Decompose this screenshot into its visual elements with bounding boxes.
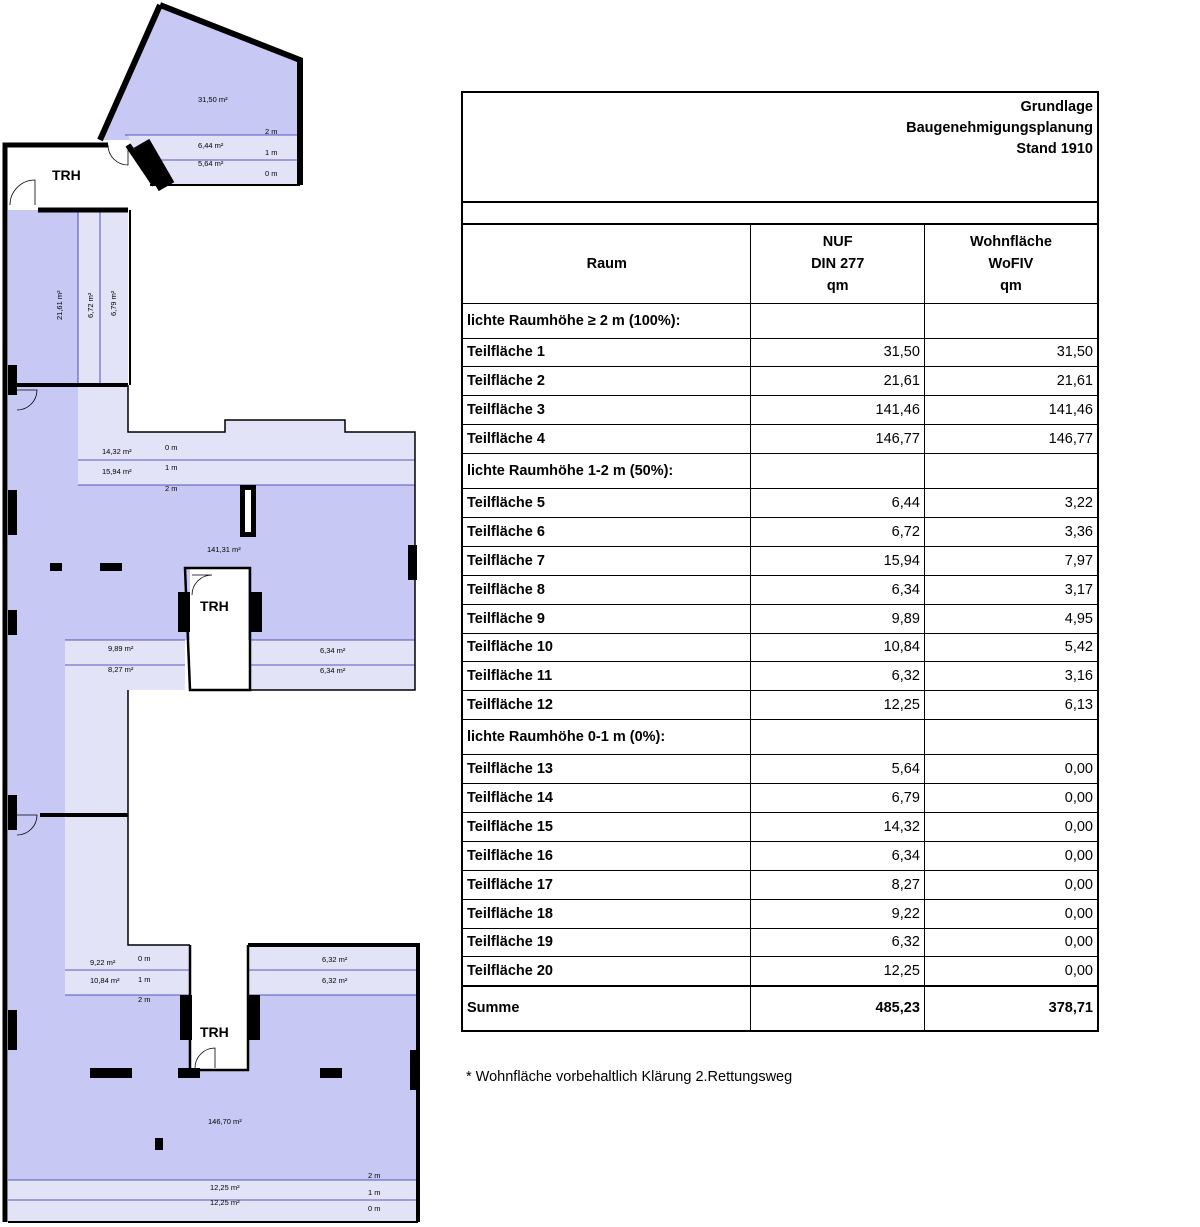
section-row — [462, 720, 1098, 755]
row-wohn: 21,61 — [924, 367, 1098, 396]
table-row — [462, 546, 1098, 575]
row-wohn: 0,00 — [924, 841, 1098, 870]
area-label: 14,32 m² — [102, 447, 132, 456]
footnote: * Wohnfläche vorbehaltlich Klärung 2.Rettungsweg — [466, 1069, 793, 1085]
table-row — [462, 870, 1098, 899]
row-name: Teilfläche 1 — [462, 338, 751, 367]
area-label: 21,61 m² — [55, 290, 64, 320]
row-nuf: 6,44 — [751, 489, 924, 518]
height-label: 1 m — [165, 463, 178, 472]
row-wohn: 5,42 — [924, 633, 1098, 662]
table-row — [462, 691, 1098, 720]
table-row — [462, 338, 1098, 367]
row-wohn: 3,17 — [924, 575, 1098, 604]
row-wohn: 141,46 — [924, 396, 1098, 425]
row-name: Teilfläche 12 — [462, 691, 751, 720]
row-wohn: 6,13 — [924, 691, 1098, 720]
header-nuf: NUF DIN 277 qm — [751, 224, 924, 303]
height-label: 2 m — [368, 1171, 381, 1180]
row-name: Teilfläche 5 — [462, 489, 751, 518]
row-name: Teilfläche 8 — [462, 575, 751, 604]
height-label: 2 m — [165, 484, 178, 493]
area-label: 8,27 m² — [108, 665, 134, 674]
row-name: Teilfläche 16 — [462, 841, 751, 870]
row-name: Teilfläche 10 — [462, 633, 751, 662]
height-label: 2 m — [265, 127, 278, 136]
height-label: 0 m — [368, 1204, 381, 1213]
row-name: Teilfläche 17 — [462, 870, 751, 899]
height-label: 2 m — [138, 995, 151, 1004]
table-row — [462, 396, 1098, 425]
row-name: Teilfläche 19 — [462, 928, 751, 957]
height-label: 1 m — [138, 975, 151, 984]
row-nuf: 9,22 — [751, 899, 924, 928]
table-row — [462, 784, 1098, 813]
table-row — [462, 662, 1098, 691]
row-nuf: 10,84 — [751, 633, 924, 662]
area-label: 6,34 m² — [320, 666, 346, 675]
row-wohn: 0,00 — [924, 899, 1098, 928]
area-label: 9,22 m² — [90, 958, 116, 967]
section-title: lichte Raumhöhe 1-2 m (50%): — [462, 454, 751, 489]
area-label: 12,25 m² — [210, 1183, 240, 1192]
row-wohn: 0,00 — [924, 870, 1098, 899]
row-wohn: 3,16 — [924, 662, 1098, 691]
table-row — [462, 957, 1098, 986]
row-nuf: 15,94 — [751, 546, 924, 575]
area-label: 15,94 m² — [102, 467, 132, 476]
area-label: 10,84 m² — [90, 976, 120, 985]
row-wohn: 0,00 — [924, 812, 1098, 841]
row-name: Teilfläche 18 — [462, 899, 751, 928]
area-label: 146,70 m² — [208, 1117, 242, 1126]
table-row — [462, 575, 1098, 604]
table-row — [462, 604, 1098, 633]
table-row — [462, 517, 1098, 546]
stairwell-middle — [190, 568, 248, 688]
floor-plan — [0, 0, 430, 1227]
row-wohn: 0,00 — [924, 957, 1098, 986]
row-wohn: 4,95 — [924, 604, 1098, 633]
row-nuf: 6,32 — [751, 928, 924, 957]
row-wohn: 3,22 — [924, 489, 1098, 518]
table-row — [462, 899, 1098, 928]
row-nuf: 9,89 — [751, 604, 924, 633]
row-nuf: 6,34 — [751, 575, 924, 604]
section-row — [462, 454, 1098, 489]
row-name: Teilfläche 20 — [462, 957, 751, 986]
table-row — [462, 633, 1098, 662]
row-wohn: 7,97 — [924, 546, 1098, 575]
row-nuf: 31,50 — [751, 338, 924, 367]
area-label: 12,25 m² — [210, 1198, 240, 1207]
area-label: 141,31 m² — [207, 545, 241, 554]
row-name: Teilfläche 9 — [462, 604, 751, 633]
area-label: 6,44 m² — [198, 141, 224, 150]
basis-cell — [462, 92, 1098, 202]
area-table — [461, 91, 1099, 1032]
row-name: Teilfläche 7 — [462, 546, 751, 575]
row-name: Teilfläche 11 — [462, 662, 751, 691]
area-label: 6,32 m² — [322, 955, 348, 964]
section-row — [462, 303, 1098, 338]
section-title: lichte Raumhöhe 0-1 m (0%): — [462, 720, 751, 755]
row-nuf: 6,32 — [751, 662, 924, 691]
row-nuf: 21,61 — [751, 367, 924, 396]
row-nuf: 6,34 — [751, 841, 924, 870]
area-label: 6,79 m² — [109, 290, 118, 316]
height-label: 0 m — [138, 954, 151, 963]
header-wohn: Wohnfläche WoFIV qm — [924, 224, 1098, 303]
table-row — [462, 928, 1098, 957]
row-nuf: 14,32 — [751, 812, 924, 841]
header-row — [462, 224, 1098, 303]
row-wohn: 0,00 — [924, 928, 1098, 957]
row-nuf: 6,72 — [751, 517, 924, 546]
table-row — [462, 367, 1098, 396]
row-nuf: 5,64 — [751, 755, 924, 784]
row-nuf: 146,77 — [751, 425, 924, 454]
row-name: Teilfläche 3 — [462, 396, 751, 425]
stair-label-bottom: TRH — [200, 1024, 229, 1040]
area-label: 31,50 m² — [198, 95, 228, 104]
height-label: 1 m — [265, 148, 278, 157]
basis-line: Baugenehmigungsplanung — [906, 120, 1093, 136]
area-label: 9,89 m² — [108, 644, 134, 653]
row-nuf: 6,79 — [751, 784, 924, 813]
stair-label-top: TRH — [52, 167, 81, 183]
table-row — [462, 755, 1098, 784]
stairwell-bottom — [192, 945, 248, 1070]
sum-wohn: 378,71 — [924, 986, 1098, 1031]
room-middle-slope-bottom — [65, 640, 185, 800]
header-raum: Raum — [462, 224, 751, 303]
stair-label-middle: TRH — [200, 598, 229, 614]
area-label: 6,72 m² — [86, 292, 95, 318]
row-nuf: 12,25 — [751, 691, 924, 720]
row-name: Teilfläche 14 — [462, 784, 751, 813]
row-name: Teilfläche 6 — [462, 517, 751, 546]
row-name: Teilfläche 2 — [462, 367, 751, 396]
table-row — [462, 489, 1098, 518]
row-wohn: 0,00 — [924, 755, 1098, 784]
row-nuf: 141,46 — [751, 396, 924, 425]
area-label: 5,64 m² — [198, 159, 224, 168]
row-wohn: 3,36 — [924, 517, 1098, 546]
table-row — [462, 812, 1098, 841]
row-wohn: 31,50 — [924, 338, 1098, 367]
row-wohn: 146,77 — [924, 425, 1098, 454]
table-row — [462, 841, 1098, 870]
basis-line: Grundlage — [1020, 99, 1093, 115]
sum-nuf: 485,23 — [751, 986, 924, 1031]
height-label: 1 m — [368, 1188, 381, 1197]
height-label: 0 m — [265, 169, 278, 178]
row-wohn: 0,00 — [924, 784, 1098, 813]
row-name: Teilfläche 4 — [462, 425, 751, 454]
row-name: Teilfläche 13 — [462, 755, 751, 784]
table-row — [462, 425, 1098, 454]
sum-row — [462, 986, 1098, 1031]
sum-name: Summe — [462, 986, 751, 1031]
section-title: lichte Raumhöhe ≥ 2 m (100%): — [462, 303, 751, 338]
area-label: 6,32 m² — [322, 976, 348, 985]
row-name: Teilfläche 15 — [462, 812, 751, 841]
basis-line: Stand 1910 — [1016, 141, 1093, 157]
basis-row — [462, 92, 1098, 202]
area-label: 6,34 m² — [320, 646, 346, 655]
row-nuf: 8,27 — [751, 870, 924, 899]
row-nuf: 12,25 — [751, 957, 924, 986]
height-label: 0 m — [165, 443, 178, 452]
